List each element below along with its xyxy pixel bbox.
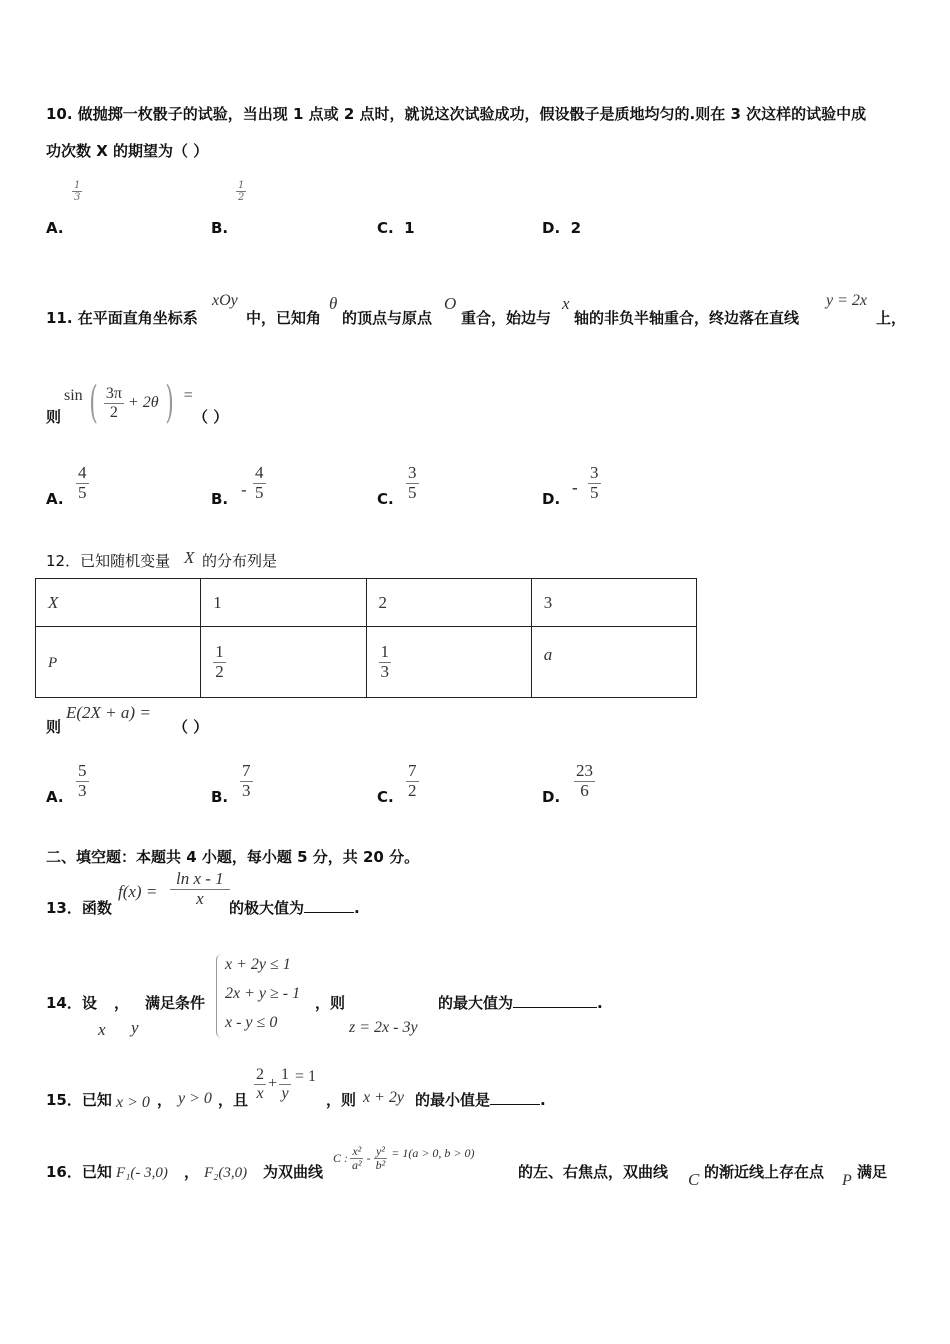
q15-suffix: 的最小值是 .: [415, 1091, 546, 1109]
q11-mid3: 重合，始边与: [461, 309, 552, 327]
q11-option-b-sign: -: [241, 480, 247, 499]
q12-option-a-label[interactable]: A.: [46, 788, 64, 806]
q11-math-theta: θ: [329, 294, 338, 313]
q15-comma: ，: [157, 1091, 173, 1109]
q15-and: ，且: [218, 1091, 249, 1109]
table-row: [36, 627, 697, 698]
q11-prefix: 11. 在平面直角坐标系: [46, 309, 198, 327]
table-cell: a: [531, 627, 696, 698]
q14-cond1: x + 2y ≤ 1: [225, 956, 291, 973]
table-cell-p-header: P: [36, 627, 201, 698]
q10-option-d[interactable]: D. 2: [542, 219, 582, 237]
q12-math-x: X: [184, 548, 195, 567]
q11-mid1: 中，已知角: [246, 309, 322, 327]
q11-option-c-frac: $\frac{3}{5}$: [408, 463, 417, 502]
q16-mid3: 的渐近线上存在点: [704, 1163, 825, 1181]
q12-option-c-label[interactable]: C.: [377, 788, 394, 806]
q10-option-b-label[interactable]: B.: [211, 219, 229, 237]
q12-option-b-frac: $\frac{7}{3}$: [242, 761, 251, 800]
q12-option-d-frac: $\frac{23}{6}$: [576, 761, 593, 800]
q11-sin-frac: $\frac{3\pi}{2}$: [105, 384, 122, 421]
q16-suffix: 满足: [857, 1163, 888, 1181]
q15-then: ，则: [326, 1091, 357, 1109]
q12-option-c-frac: $\frac{7}{2}$: [408, 761, 417, 800]
q11-equals: =: [183, 387, 193, 404]
q14-answer-blank[interactable]: [513, 993, 597, 1008]
q10-text-line2: 功次数 X 的期望为（ ）: [46, 142, 209, 160]
q15-prefix: 15．已知: [46, 1091, 112, 1109]
section2-heading: 二、填空题：本题共 4 小题，每小题 5 分，共 20 分。: [46, 848, 420, 866]
q14-var-y: y: [131, 1018, 139, 1037]
q11-option-d-sign: -: [572, 478, 578, 497]
q12-expr: E(2X + a) =: [66, 703, 151, 722]
q11-option-a-frac: $\frac{4}{5}$: [78, 463, 87, 502]
q16-p: P: [842, 1172, 852, 1189]
q13-answer-blank[interactable]: [304, 898, 354, 913]
q11-mid2: 的顶点与原点: [342, 309, 433, 327]
q11-math-o: O: [444, 294, 457, 313]
q14-cond3: x - y ≤ 0: [225, 1014, 278, 1031]
q11-math-x: x: [562, 294, 570, 313]
table-row: [36, 579, 697, 627]
q11-sin-expression: sin ( $\frac{3\pi}{2}$ + 2θ ) =: [64, 377, 193, 428]
q11-math-line: y = 2x: [826, 292, 867, 309]
q15-answer-blank[interactable]: [490, 1090, 540, 1105]
distribution-table: [35, 578, 697, 698]
q11-line2-prefix: 则: [46, 408, 62, 426]
q14-suffix: 的最大值为 .: [438, 994, 603, 1012]
q16-prefix: 16．已知: [46, 1163, 112, 1181]
q16-f2: F₂(3,0): [204, 1165, 248, 1181]
q10-text-line1: 10. 做抛掷一枚骰子的试验，当出现 1 点或 2 点时，就说这次试验成功，假设骰子是质地均匀的.则在 3 次这样的试验中成: [46, 105, 867, 123]
q12-option-d-label[interactable]: D.: [542, 788, 561, 806]
q14-system-brace: [216, 954, 225, 1038]
q15-c1: x > 0: [116, 1094, 150, 1111]
table-cell: 1: [201, 579, 366, 627]
q15-expr: x + 2y: [363, 1089, 404, 1106]
q12-option-b-label[interactable]: B.: [211, 788, 229, 806]
q16-c: C: [688, 1170, 700, 1189]
q10-option-b-frac: $\frac{1}{2}$: [238, 180, 245, 203]
q16-hyperbola: C : $\frac{\text{x²}}{\text{a²}}$ - $\frac{\text{y²}}{\text{b²}}$ = 1(a > 0, b > 0): [333, 1144, 475, 1173]
table-cell-x-header: X: [36, 579, 201, 627]
q14-cond-text: 满足条件: [145, 994, 206, 1012]
q11-option-d-label[interactable]: D.: [542, 490, 561, 508]
q14-prefix: 14．设: [46, 994, 97, 1012]
q16-f1: F₁(- 3,0): [116, 1165, 168, 1181]
q11-sin-term: + 2θ: [127, 394, 159, 411]
q11-sin-text: sin: [64, 387, 83, 404]
q14-then: ，则: [315, 994, 346, 1012]
q12-paren: （ ）: [173, 718, 209, 736]
q11-option-c-label[interactable]: C.: [377, 490, 394, 508]
q12-prefix: 12．已知随机变量: [46, 552, 171, 570]
q11-option-b-frac: $\frac{4}{5}$: [255, 463, 264, 502]
table-cell: $\frac{1}{3}$: [366, 627, 531, 698]
q11-option-a-label[interactable]: A.: [46, 490, 64, 508]
q13-suffix: 的极大值为 .: [229, 899, 360, 917]
q13-frac: $\frac{\text{ln x - 1}}{x}$: [170, 870, 230, 908]
q11-paren: （ ）: [193, 408, 229, 426]
table-cell: 3: [531, 579, 696, 627]
q16-mid2: 的左、右焦点，双曲线: [518, 1163, 669, 1181]
q12-expr-prefix: 则: [46, 718, 62, 736]
q11-mid4: 轴的非负半轴重合，终边落在直线: [574, 309, 800, 327]
q13-fx: f(x) =: [118, 882, 158, 901]
q11-math-xoy: xOy: [212, 292, 238, 309]
q15-c2: y > 0: [178, 1090, 212, 1107]
q14-comma: ，: [114, 994, 130, 1012]
q10-option-a-label[interactable]: A.: [46, 219, 64, 237]
q14-cond2: 2x + y ≥ - 1: [225, 985, 301, 1002]
q16-mid1: 为双曲线: [263, 1163, 324, 1181]
q11-option-b-label[interactable]: B.: [211, 490, 229, 508]
q14-var-x: x: [98, 1020, 106, 1039]
q14-z: z = 2x - 3y: [349, 1019, 418, 1036]
q11-suffix: 上，: [876, 309, 907, 327]
q13-prefix: 13．函数: [46, 899, 112, 917]
q11-option-d-frac: $\frac{3}{5}$: [590, 463, 599, 502]
table-cell: 2: [366, 579, 531, 627]
q10-option-c[interactable]: C. 1: [377, 219, 415, 237]
q12-suffix: 的分布列是: [202, 552, 278, 570]
table-cell: $\frac{1}{2}$: [201, 627, 366, 698]
q16-comma: ，: [184, 1163, 200, 1181]
q10-option-a-frac: $\frac{1}{3}$: [74, 180, 81, 203]
q12-option-a-frac: $\frac{5}{3}$: [78, 761, 87, 800]
q15-equation: $\frac{2}{x}$ + $\frac{1}{y}$ = 1: [256, 1066, 317, 1102]
